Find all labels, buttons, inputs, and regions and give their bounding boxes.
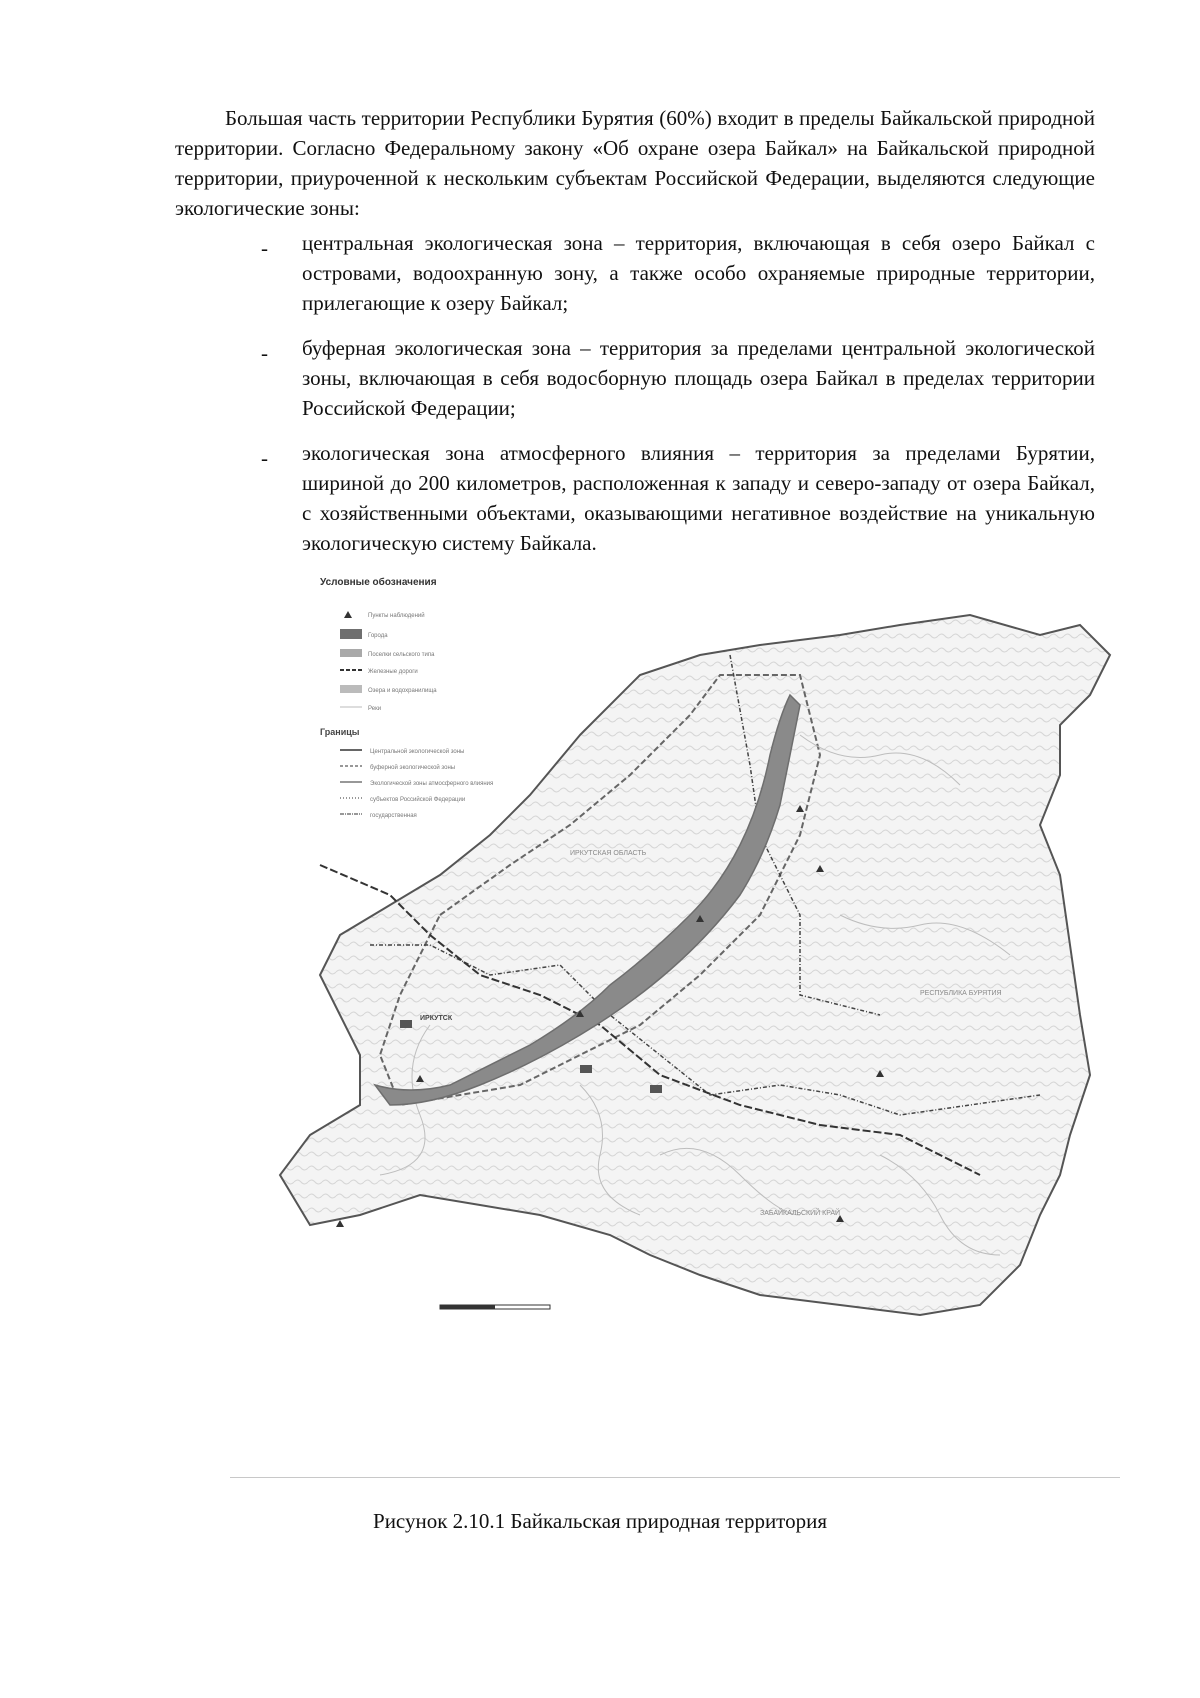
baikal-territory-map	[280, 577, 1120, 1475]
zone-buffer: буферная экологическая зона – территория за пределами центральной экологической зоны, включающая в себя водосборную площадь озера Байкал в пределах территории Российской Федерации;	[302, 336, 1095, 420]
legend-item: буферной экологической зоны	[370, 765, 456, 771]
legend-title: Условные обозначения	[320, 577, 437, 588]
legend-item: субъектов Российской Федерации	[370, 797, 466, 803]
region-label-irkutsk: ИРКУТСКАЯ ОБЛАСТЬ	[570, 850, 647, 857]
figure-divider	[230, 1477, 1120, 1478]
list-bullet: -	[261, 341, 268, 365]
legend-item: Озера и водохранилища	[368, 688, 437, 694]
list-bullet: -	[261, 446, 268, 470]
borders-title: Границы	[320, 727, 360, 737]
legend-item: государственная	[370, 813, 417, 819]
territory-outline	[280, 615, 1110, 1315]
zone-central: центральная экологическая зона – территория, включающая в себя озеро Байкал с островами, водоохранную зону, а также особо охраняемые природные территории, прилегающие к озеру Байкал;	[302, 231, 1095, 315]
legend-item: Экологической зоны атмосферного влияния	[370, 781, 494, 787]
legend-item: Пункты наблюдений	[368, 613, 425, 619]
legend-item: Реки	[368, 706, 382, 712]
legend-box	[320, 576, 493, 819]
figure-caption: Рисунок 2.10.1 Байкальская природная территория	[373, 1509, 827, 1533]
legend-item: Центральной экологической зоны	[370, 749, 465, 755]
list-bullet: -	[261, 236, 268, 260]
city-label-irkutsk: ИРКУТСК	[420, 1015, 453, 1022]
legend-item: Железные дороги	[368, 669, 418, 675]
legend-item: Поселки сельского типа	[368, 652, 435, 658]
region-label-buryatia: РЕСПУБЛИКА БУРЯТИЯ	[920, 990, 1002, 997]
region-label-zabaikalsky: ЗАБАЙКАЛЬСКИЙ КРАЙ	[760, 1210, 841, 1217]
legend-item: Города	[368, 633, 388, 639]
scale-bar	[440, 1305, 550, 1309]
intro-paragraph: Большая часть территории Республики Бурятия (60%) входит в пределы Байкальской природной территории. Согласно Федеральному закону «Об охране озера Байкал» на Байкальской природной территории, приуроченной к нескольким субъектам Российской Федерации, выделяются следующие экологические зоны:	[175, 106, 1095, 220]
zone-atmospheric: экологическая зона атмосферного влияния – территория за пределами Бурятии, шириной до 200 километров, расположенная к западу и северо-западу от озера Байкал, с хозяйственными объектами, оказывающими негативное воздействие на уникальную экологическую систему Байкала.	[302, 441, 1095, 555]
